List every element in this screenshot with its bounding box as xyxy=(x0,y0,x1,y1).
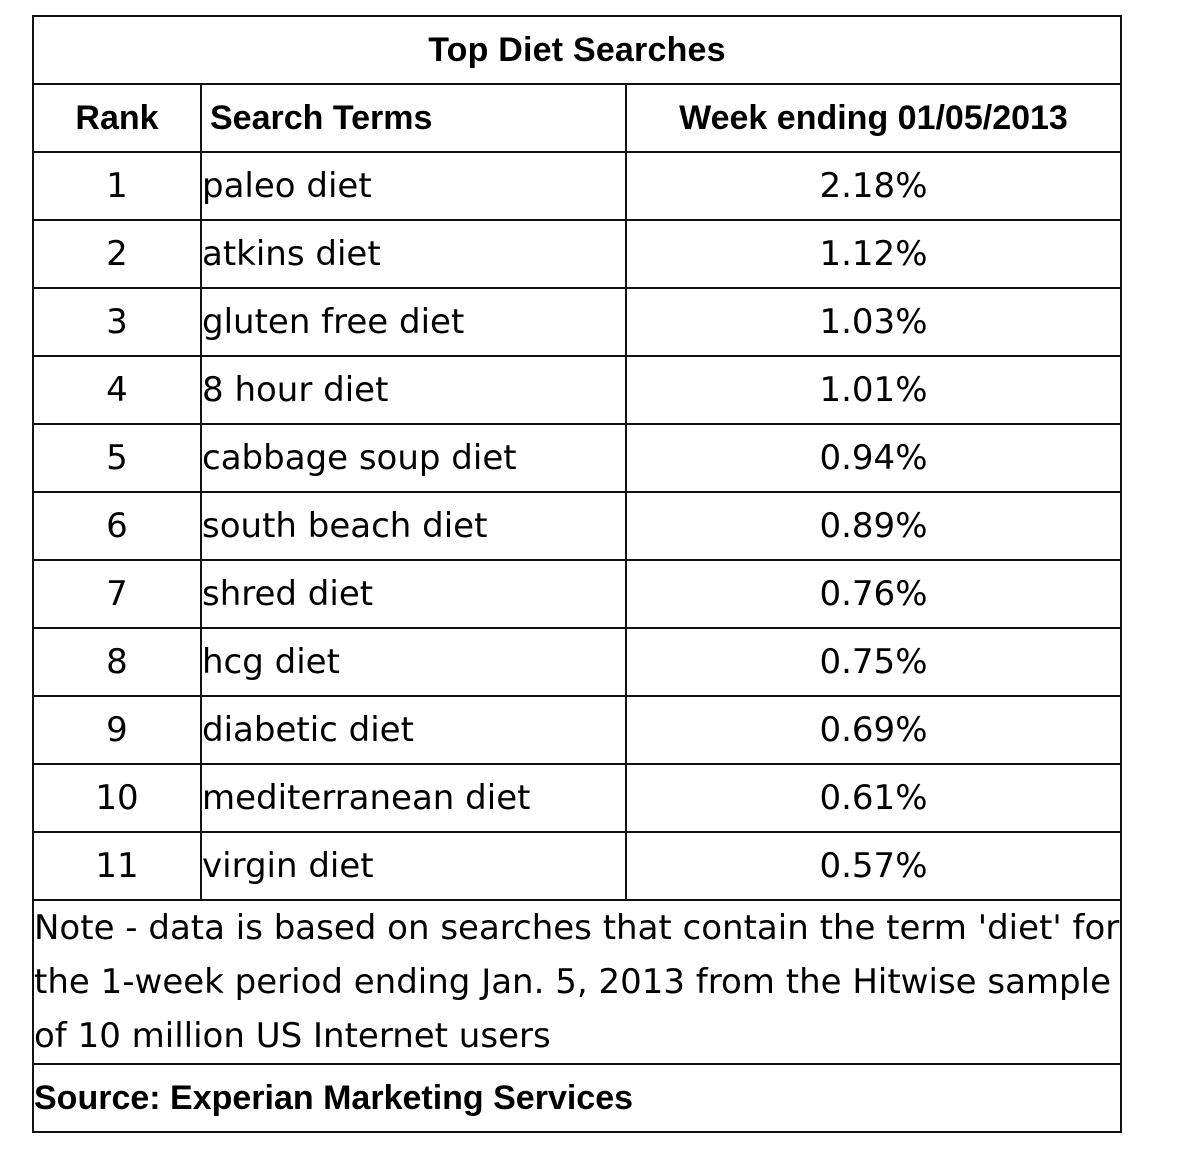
rank-cell: 3 xyxy=(33,288,201,356)
column-header-search-terms: Search Terms xyxy=(201,84,626,152)
column-header-rank: Rank xyxy=(33,84,201,152)
search-term-cell: cabbage soup diet xyxy=(201,424,626,492)
share-cell: 0.69% xyxy=(626,696,1121,764)
rank-cell: 8 xyxy=(33,628,201,696)
table-note: Note - data is based on searches that contain the term 'diet' for the 1-week period ending Jan. 5, 2013 from the Hitwise sample of 10 million US Internet users xyxy=(33,900,1121,1064)
rank-cell: 2 xyxy=(33,220,201,288)
share-cell: 0.75% xyxy=(626,628,1121,696)
diet-search-table xyxy=(32,15,1122,1133)
share-cell: 0.57% xyxy=(626,832,1121,900)
share-cell: 0.61% xyxy=(626,764,1121,832)
search-term-cell: virgin diet xyxy=(201,832,626,900)
search-term-cell: 8 hour diet xyxy=(201,356,626,424)
table-row xyxy=(33,696,1121,764)
table-title: Top Diet Searches xyxy=(33,16,1121,84)
share-cell: 1.03% xyxy=(626,288,1121,356)
table-row xyxy=(33,764,1121,832)
rank-cell: 5 xyxy=(33,424,201,492)
search-term-cell: diabetic diet xyxy=(201,696,626,764)
rank-cell: 1 xyxy=(33,152,201,220)
search-term-cell: shred diet xyxy=(201,560,626,628)
share-cell: 2.18% xyxy=(626,152,1121,220)
rank-cell: 7 xyxy=(33,560,201,628)
table-row xyxy=(33,288,1121,356)
rank-cell: 10 xyxy=(33,764,201,832)
table-source: Source: Experian Marketing Services xyxy=(33,1064,1121,1132)
share-cell: 1.01% xyxy=(626,356,1121,424)
rank-cell: 9 xyxy=(33,696,201,764)
table-row xyxy=(33,152,1121,220)
source-row xyxy=(33,1064,1121,1132)
table-row xyxy=(33,424,1121,492)
table-row xyxy=(33,220,1121,288)
share-cell: 0.94% xyxy=(626,424,1121,492)
share-cell: 1.12% xyxy=(626,220,1121,288)
search-term-cell: south beach diet xyxy=(201,492,626,560)
title-row xyxy=(33,16,1121,84)
table-row xyxy=(33,832,1121,900)
search-term-cell: atkins diet xyxy=(201,220,626,288)
search-term-cell: hcg diet xyxy=(201,628,626,696)
table-row xyxy=(33,560,1121,628)
table-row xyxy=(33,628,1121,696)
search-term-cell: gluten free diet xyxy=(201,288,626,356)
rank-cell: 11 xyxy=(33,832,201,900)
search-term-cell: mediterranean diet xyxy=(201,764,626,832)
table-row xyxy=(33,492,1121,560)
share-cell: 0.76% xyxy=(626,560,1121,628)
table-row xyxy=(33,356,1121,424)
column-header-week: Week ending 01/05/2013 xyxy=(626,84,1121,152)
search-term-cell: paleo diet xyxy=(201,152,626,220)
header-row xyxy=(33,84,1121,152)
rank-cell: 4 xyxy=(33,356,201,424)
share-cell: 0.89% xyxy=(626,492,1121,560)
rank-cell: 6 xyxy=(33,492,201,560)
note-row xyxy=(33,900,1121,1064)
